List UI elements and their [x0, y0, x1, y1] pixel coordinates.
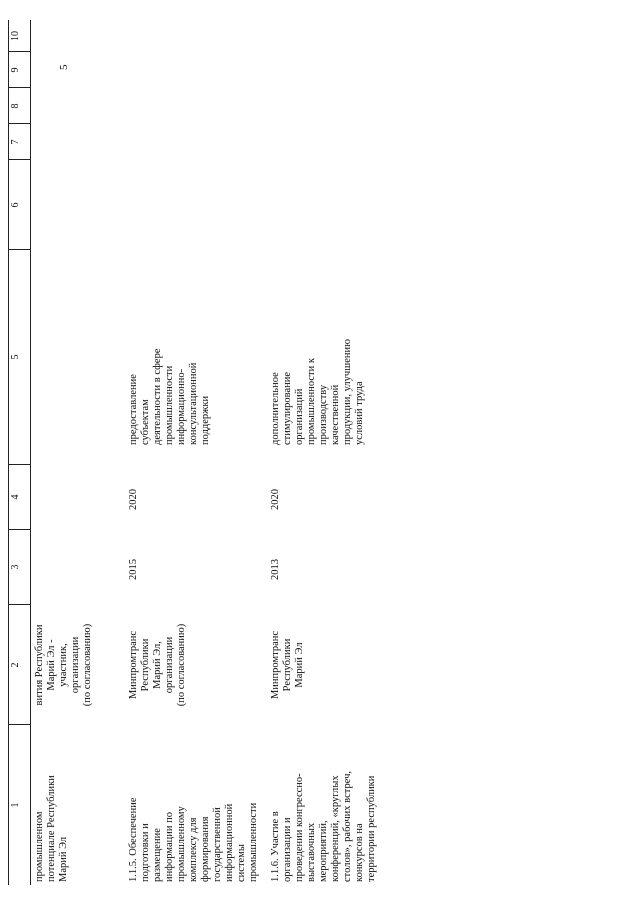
column-header-7: 7 — [10, 139, 21, 145]
row3-end-year: 2020 — [270, 489, 281, 510]
column-header-3: 3 — [10, 564, 21, 570]
col-divider — [8, 464, 30, 465]
row3-col1-text: 1.1.6. Участие в организации и проведении конгрессно- выставочных мероприятий, конференций, «круглых столов», рабочих встреч, конкурсов на территории республики — [270, 770, 377, 882]
row2-col5-text: предоставление субъектам деятельности в сфере промышленности информационно- консультационной поддержки — [128, 348, 211, 445]
column-header-2: 2 — [10, 662, 21, 668]
row1-col1-text: промышленном потенциале Республики Марий Эл — [34, 775, 69, 882]
row3-col5-text: дополнительное стимулирование организаций промышленности к производству качественной продукции, улучшению условий труда — [270, 338, 365, 445]
header-top-border — [8, 20, 9, 885]
row3-start-year: 2013 — [270, 559, 281, 580]
column-header-6: 6 — [10, 202, 21, 208]
header-bottom-border — [30, 20, 31, 885]
column-header-1: 1 — [10, 802, 21, 808]
row2-col2-text: Минпромтранс Республики Марий Эл, организации (по согласованию) — [128, 623, 187, 707]
row3-col2-text: Минпромтранс Республики Марий Эл — [270, 630, 305, 700]
col-divider — [8, 529, 30, 530]
page-number: 5 — [58, 64, 70, 70]
col-divider — [8, 724, 30, 725]
col-divider — [8, 604, 30, 605]
column-header-9: 9 — [10, 67, 21, 73]
row1-col2-text: вития Республики Марий Эл - участник, организации (по согласованию) — [34, 623, 93, 707]
row2-col1-text: 1.1.5. Обеспечение подготовки и размещение информации по промышленному комплексу для формирования государственной информационной системы промышленности — [128, 797, 259, 882]
row2-end-year: 2020 — [128, 489, 139, 510]
column-header-8: 8 — [10, 103, 21, 109]
column-header-4: 4 — [10, 494, 21, 500]
column-header-5: 5 — [10, 354, 21, 360]
row2-start-year: 2015 — [128, 559, 139, 580]
col-divider — [8, 249, 30, 250]
column-header-10: 10 — [10, 31, 21, 41]
